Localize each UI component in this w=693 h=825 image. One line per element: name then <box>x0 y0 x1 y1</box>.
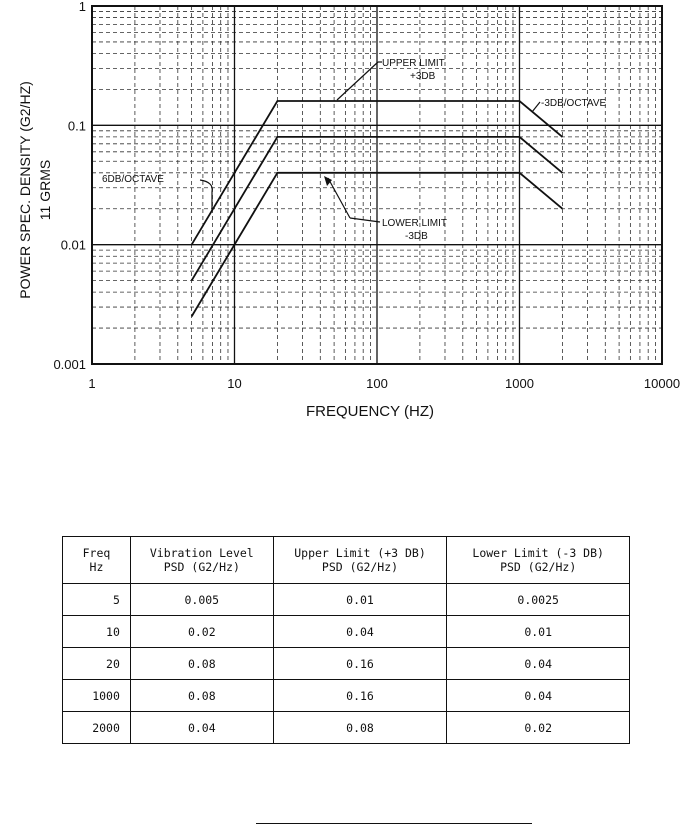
table-row <box>63 648 630 680</box>
cell-vibration: 0.02 <box>130 616 273 648</box>
upper-limit-leader <box>337 62 378 100</box>
header-lower <box>447 537 630 584</box>
x-tick-label: 1 <box>88 376 96 391</box>
lower-limit-arrowhead <box>324 176 332 186</box>
cell-freq: 20 <box>63 648 131 680</box>
cell-vibration: 0.08 <box>130 648 273 680</box>
y-tick-label: 1 <box>78 0 86 14</box>
x-tick-label: 10000 <box>643 376 681 391</box>
cell-upper: 0.04 <box>273 616 447 648</box>
cell-lower: 0.01 <box>447 616 630 648</box>
header-freq-l2: Hz <box>89 560 104 574</box>
cell-upper: 0.08 <box>273 712 447 744</box>
header-vibration-l2: PSD (G2/Hz) <box>163 560 240 574</box>
six-db-octave-label: 6DB/OCTAVE <box>102 174 164 185</box>
cell-freq: 5 <box>63 584 131 616</box>
tick-labels <box>53 0 680 391</box>
table-row <box>63 712 630 744</box>
cell-lower: 0.0025 <box>447 584 630 616</box>
cell-lower: 0.02 <box>447 712 630 744</box>
upper-limit-sub: +3DB <box>410 71 436 82</box>
lower-limit-label: LOWER LIMIT <box>382 218 448 229</box>
header-freq-l1: Freq <box>82 546 111 560</box>
lower-limit-leader <box>328 178 350 218</box>
y-tick-label: 0.1 <box>67 118 86 134</box>
header-lower-l2: PSD (G2/Hz) <box>500 560 577 574</box>
three-db-octave-label: -3DB/OCTAVE <box>541 98 607 109</box>
x-tick-label: 10 <box>227 376 242 391</box>
three-db-octave-leader <box>532 102 540 112</box>
cell-upper: 0.16 <box>273 648 447 680</box>
cell-upper: 0.01 <box>273 584 447 616</box>
footer-rule <box>256 823 532 824</box>
cell-vibration: 0.005 <box>130 584 273 616</box>
cell-vibration: 0.08 <box>130 680 273 712</box>
header-upper <box>273 537 447 584</box>
header-upper-l1: Upper Limit (+3 DB) <box>294 546 426 560</box>
psd-table <box>62 536 630 744</box>
y-tick-label: 0.001 <box>53 357 86 372</box>
table-row <box>63 584 630 616</box>
lower-limit-sub: -3DB <box>405 231 428 242</box>
header-vibration <box>130 537 273 584</box>
y-axis-title: POWER SPEC. DENSITY (G2/HZ) <box>17 81 33 299</box>
y-tick-label: 0.01 <box>60 237 86 253</box>
x-tick-label: 1000 <box>505 376 534 391</box>
x-axis-title: FREQUENCY (HZ) <box>305 403 435 420</box>
cell-upper: 0.16 <box>273 680 447 712</box>
header-freq <box>63 537 131 584</box>
table-row <box>63 616 630 648</box>
table-header-row <box>63 537 630 584</box>
cell-freq: 2000 <box>63 712 131 744</box>
x-tick-label: 100 <box>366 376 388 391</box>
header-lower-l1: Lower Limit (-3 DB) <box>472 546 604 560</box>
upper-limit-label: UPPER LIMIT <box>382 58 445 69</box>
header-vibration-l1: Vibration Level <box>149 546 254 560</box>
six-db-octave-leader <box>200 180 212 212</box>
y-axis-subtitle: 11 GRMS <box>37 159 53 221</box>
cell-lower: 0.04 <box>447 648 630 680</box>
table-row <box>63 680 630 712</box>
cell-vibration: 0.04 <box>130 712 273 744</box>
header-upper-l2: PSD (G2/Hz) <box>321 560 399 574</box>
cell-freq: 1000 <box>63 680 131 712</box>
cell-lower: 0.04 <box>447 680 630 712</box>
cell-freq: 10 <box>63 616 131 648</box>
